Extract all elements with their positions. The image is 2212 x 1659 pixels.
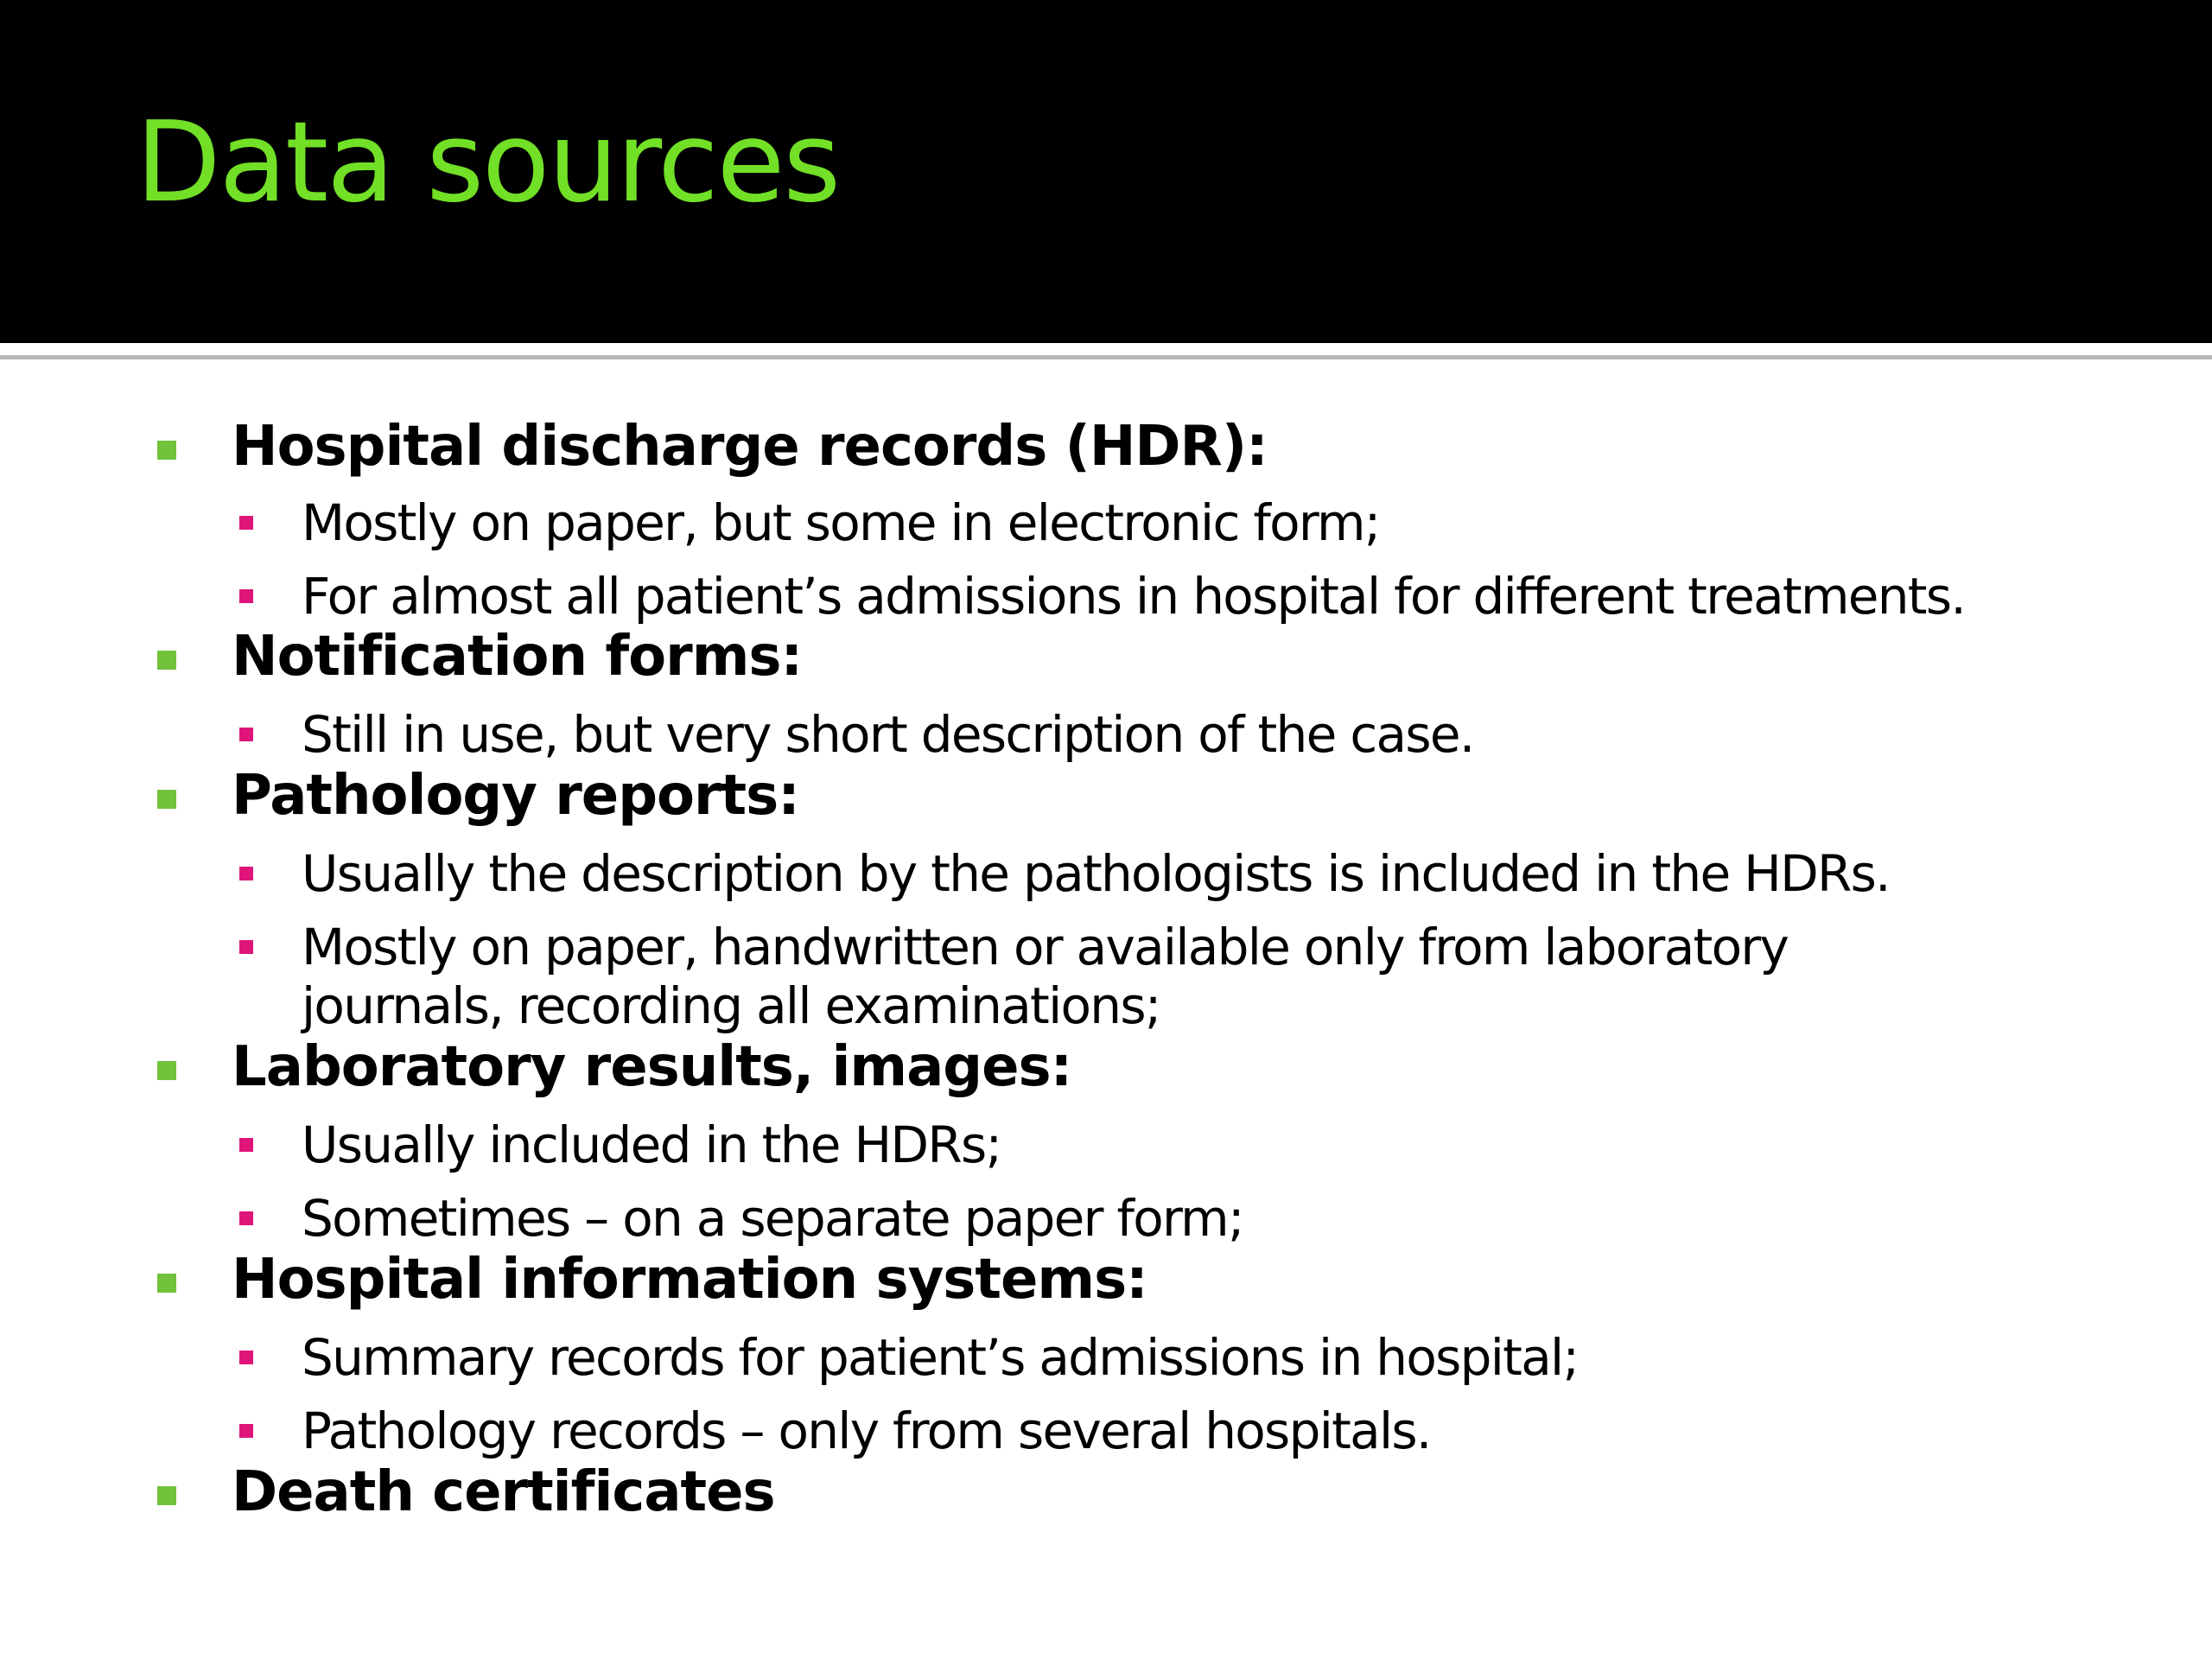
level2-bullet-icon: [239, 1424, 253, 1438]
sub-bullet-text: Sometimes – on a separate paper form;: [302, 1189, 1243, 1248]
level1-bullet-icon: [157, 790, 176, 809]
sub-bullet-text: Mostly on paper, but some in electronic form;: [302, 493, 1380, 552]
sub-bullet-text: Mostly on paper, handwritten or available only from laboratory: [302, 918, 1789, 976]
bullet-heading-pathology-reports: Pathology reports:: [232, 764, 799, 828]
level2-bullet-icon: [239, 516, 253, 530]
sub-bullet-text: For almost all patient’s admissions in hospital for different treatments.: [302, 567, 1966, 626]
sub-bullet-text-continuation: journals, recording all examinations;: [302, 976, 1160, 1035]
bullet-heading-notification-forms: Notification forms:: [232, 625, 803, 689]
level2-bullet-icon: [239, 1138, 253, 1152]
title-divider: [0, 355, 2212, 359]
level1-bullet-icon: [157, 1486, 176, 1505]
title-bar: [0, 0, 2212, 343]
sub-bullet-text: Still in use, but very short description of the case.: [302, 705, 1474, 764]
level2-bullet-icon: [239, 1351, 253, 1364]
level2-bullet-icon: [239, 1211, 253, 1225]
bullet-heading-hdr: Hospital discharge records (HDR):: [232, 415, 1268, 479]
level1-bullet-icon: [157, 651, 176, 670]
bullet-heading-death-certificates: Death certificates: [232, 1460, 775, 1524]
sub-bullet-text: Pathology records – only from several hospitals.: [302, 1402, 1431, 1460]
level1-bullet-icon: [157, 1274, 176, 1293]
sub-bullet-text: Usually the description by the pathologists is included in the HDRs.: [302, 844, 1890, 903]
level2-bullet-icon: [239, 589, 253, 603]
slide-title: Data sources: [136, 99, 840, 227]
level2-bullet-icon: [239, 940, 253, 954]
sub-bullet-text: Usually included in the HDRs;: [302, 1116, 1001, 1174]
level1-bullet-icon: [157, 441, 176, 460]
level2-bullet-icon: [239, 867, 253, 880]
level2-bullet-icon: [239, 728, 253, 741]
level1-bullet-icon: [157, 1061, 176, 1080]
bullet-heading-hospital-information-systems: Hospital information systems:: [232, 1248, 1147, 1312]
sub-bullet-text: Summary records for patient’s admissions in hospital;: [302, 1328, 1579, 1387]
bullet-heading-laboratory-results: Laboratory results, images:: [232, 1035, 1072, 1099]
